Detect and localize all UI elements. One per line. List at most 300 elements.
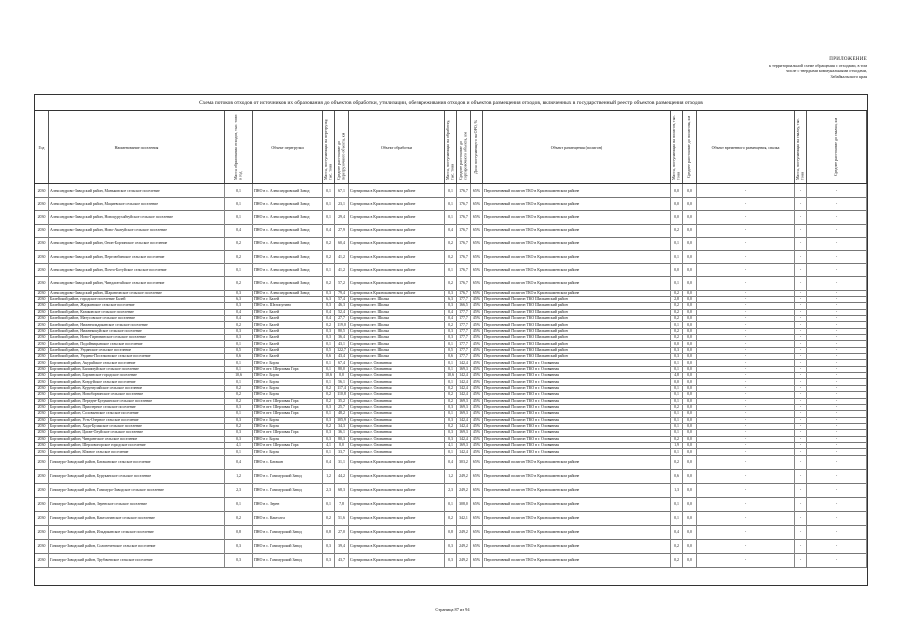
table-cell: 177,7: [457, 328, 471, 334]
table-cell: -: [795, 404, 807, 410]
table-cell: Балейский район, Жидкинское сельское поселение: [49, 302, 225, 308]
table-cell: -: [697, 423, 795, 429]
column-header: [807, 111, 867, 183]
table-cell: Перспективный полигон ТКО в Краснокаменском районе: [483, 224, 671, 237]
table-cell: 0,1: [671, 366, 683, 372]
table-cell: Сортировка г. Оловянная: [349, 423, 445, 429]
table-cell: Перспективный Полигон ТКО в г. Оловянная: [483, 385, 671, 391]
table-cell: ПНО в г. Балей: [253, 347, 323, 353]
table-cell: Перспективный Полигон ТКО Шилкинский район: [483, 315, 671, 321]
table-cell: 0,1: [225, 410, 253, 416]
table-cell: 45%: [471, 385, 483, 391]
column-header-label: Доля поступающего на ОРО, %: [473, 120, 479, 174]
column-header-label: Объект размещения (полигон): [550, 144, 603, 150]
table-cell: -: [807, 237, 867, 250]
table-cell: 65%: [471, 469, 483, 483]
table-cell: Балейский район, Ново-Гирюнинское сельское поселение: [49, 334, 225, 340]
table-cell: 0,0: [683, 398, 697, 404]
table-cell: 45%: [471, 366, 483, 372]
table-cell: 0,4: [225, 455, 253, 469]
table-cell: 177,7: [457, 353, 471, 359]
table-cell: 52,4: [335, 309, 349, 315]
table-cell: 0,0: [683, 372, 697, 378]
table-cell: 0,0: [683, 410, 697, 416]
table-cell: 2030: [35, 237, 49, 250]
table-cell: 2030: [35, 347, 49, 353]
appendix-line: числе с твердыми коммунальными отходами,: [786, 68, 867, 74]
table-cell: Перспективный полигон ТКО в Краснокаменском районе: [483, 511, 671, 525]
table-cell: 45%: [471, 309, 483, 315]
table-cell: 0,0: [683, 385, 697, 391]
table-cell: 0,3: [445, 302, 457, 308]
table-cell: 177,7: [457, 296, 471, 302]
table-cell: 142,4: [457, 385, 471, 391]
table-cell: Сортировка пгт. Шилка: [349, 340, 445, 346]
table-cell: 0,3: [445, 553, 457, 567]
table-cell: Перспективный полигон ТКО в Краснокаменском районе: [483, 525, 671, 539]
table-cell: ПНО в с. Александровский Завод: [253, 224, 323, 237]
table-cell: 0,1: [445, 340, 457, 346]
table-cell: 1,2: [225, 469, 253, 483]
table-cell: 0,0: [671, 340, 683, 346]
table-cell: Сортировка пгт. Шилка: [349, 334, 445, 340]
table-cell: Борзинский район, Хада-Булакское сельское поселение: [49, 423, 225, 429]
table-cell: 0,2: [671, 404, 683, 410]
table-cell: 0,0: [335, 442, 349, 448]
table-cell: 169,3: [457, 442, 471, 448]
table-cell: 0,3: [323, 334, 335, 340]
table-cell: -: [697, 429, 795, 435]
table-cell: 0,3: [225, 436, 253, 442]
table-cell: Александрово-Заводский район, Перелюбинское сельское поселение: [49, 250, 225, 263]
table-cell: -: [795, 553, 807, 567]
table-cell: Борзинский район, Передне-Булукинское сельское поселение: [49, 398, 225, 404]
table-cell: 0,1: [445, 379, 457, 385]
table-cell: 0,3: [445, 436, 457, 442]
table-cell: Борзинский район, Курунзулайское сельское поселение: [49, 385, 225, 391]
table-cell: 249,2: [457, 539, 471, 553]
table-cell: -: [697, 184, 795, 197]
table-cell: -: [795, 539, 807, 553]
table-cell: 2030: [35, 359, 49, 365]
table-cell: 45%: [471, 328, 483, 334]
table-cell: Сортировка г. Оловянная: [349, 436, 445, 442]
table-cell: 0,0: [671, 263, 683, 276]
table-cell: -: [795, 340, 807, 346]
table-cell: 0,1: [671, 391, 683, 397]
table-cell: 2030: [35, 197, 49, 210]
table-cell: 303,2: [457, 455, 471, 469]
table-cell: 0,1: [323, 210, 335, 223]
table-cell: 0,0: [683, 210, 697, 223]
table-cell: 110,8: [335, 391, 349, 397]
table-cell: -: [795, 302, 807, 308]
table-cell: Перспективный Полигон ТКО в г. Оловянная: [483, 379, 671, 385]
table-cell: 45%: [471, 302, 483, 308]
table-cell: 0,2: [323, 398, 335, 404]
column-header: [795, 111, 807, 183]
table-cell: 0,0: [683, 296, 697, 302]
table-cell: 119,0: [335, 321, 349, 327]
table-cell: 0,2: [671, 334, 683, 340]
table-cell: Газимуро-Заводский район, Солонеченское сельское поселение: [49, 539, 225, 553]
table-cell: -: [697, 224, 795, 237]
table-cell: 0,2: [225, 511, 253, 525]
table-cell: 10,6: [225, 372, 253, 378]
table-cell: 0,6: [225, 353, 253, 359]
table-cell: Перспективный полигон ТКО в Краснокаменском районе: [483, 469, 671, 483]
table-cell: -: [697, 417, 795, 423]
table-cell: ПНО в с. Газимурский Завод: [253, 553, 323, 567]
table-cell: 0,0: [683, 539, 697, 553]
table-cell: -: [795, 197, 807, 210]
table-cell: Перспективный Полигон ТКО в г. Оловянная: [483, 366, 671, 372]
table-cell: 0,0: [683, 442, 697, 448]
table-cell: 0,2: [445, 250, 457, 263]
table-cell: 2030: [35, 309, 49, 315]
table-cell: -: [807, 224, 867, 237]
table-cell: 10,6: [445, 372, 457, 378]
column-header: [445, 111, 457, 183]
table-cell: 23,1: [335, 197, 349, 210]
table-cell: 43,1: [335, 340, 349, 346]
table-cell: -: [807, 553, 867, 567]
table-cell: 142,4: [457, 372, 471, 378]
table-cell: 0,0: [683, 302, 697, 308]
table-cell: 0,2: [445, 237, 457, 250]
table-cell: 0,1: [323, 366, 335, 372]
table-cell: -: [697, 442, 795, 448]
table-row: [35, 455, 867, 470]
table-cell: 43,7: [335, 553, 349, 567]
table-cell: 169,3: [457, 404, 471, 410]
table-cell: -: [697, 410, 795, 416]
table-cell: -: [795, 429, 807, 435]
table-cell: 51,6: [335, 511, 349, 525]
column-header-label: Год: [38, 144, 45, 150]
table-cell: 68,3: [335, 483, 349, 497]
table-cell: 45%: [471, 417, 483, 423]
table-cell: 0,3: [445, 539, 457, 553]
table-cell: -: [697, 497, 795, 511]
table-cell: Александрово-Заводский район, Новоцурухайтуйское сельское поселение: [49, 210, 225, 223]
table-cell: Балейский район, Нижнекокуйское сельское поселение: [49, 328, 225, 334]
table-cell: -: [807, 372, 867, 378]
table-cell: ПНО в с. Газимурский Завод: [253, 469, 323, 483]
table-cell: 0,1: [225, 379, 253, 385]
table-cell: ПНО в г. Балей: [253, 309, 323, 315]
table-cell: 45%: [471, 404, 483, 410]
table-cell: Александрово-Заводский район, Онон-Борзинское сельское поселение: [49, 237, 225, 250]
table-cell: 2030: [35, 315, 49, 321]
table-cell: 0,1: [323, 197, 335, 210]
table-cell: 0,1: [671, 448, 683, 454]
table-body: [35, 184, 867, 585]
table-cell: -: [697, 334, 795, 340]
table-cell: 0,2: [225, 398, 253, 404]
table-cell: 0,1: [445, 448, 457, 454]
table-cell: 0,3: [445, 417, 457, 423]
table-cell: 0,0: [683, 315, 697, 321]
table-cell: -: [697, 469, 795, 483]
table-cell: 0,2: [445, 385, 457, 391]
table-cell: 57,2: [335, 276, 349, 289]
table-cell: 169,3: [457, 429, 471, 435]
table-cell: 2030: [35, 404, 49, 410]
column-header-label: Масса образования отходов, тыс. тонн в год: [232, 114, 243, 180]
table-row: [35, 197, 867, 211]
table-cell: Перспективный полигон ТКО в Краснокаменском районе: [483, 539, 671, 553]
table-cell: Борзинский район, Приозерное сельское поселение: [49, 404, 225, 410]
table-cell: 0,2: [323, 276, 335, 289]
table-cell: 0,2: [323, 423, 335, 429]
table-cell: 4,1: [225, 442, 253, 448]
table-row: [35, 469, 867, 484]
table-cell: Сортировка пгт. Шилка: [349, 309, 445, 315]
table-cell: 33,7: [335, 448, 349, 454]
table-cell: 142,4: [457, 423, 471, 429]
table-cell: 2030: [35, 328, 49, 334]
table-cell: Перспективный Полигон ТКО в г. Оловянная: [483, 398, 671, 404]
table-cell: -: [807, 448, 867, 454]
table-cell: 0,3: [323, 290, 335, 296]
table-cell: 0,3: [225, 429, 253, 435]
table-cell: 176,7: [457, 250, 471, 263]
table-cell: -: [697, 309, 795, 315]
table-cell: 0,0: [683, 469, 697, 483]
table-cell: 2030: [35, 442, 49, 448]
table-cell: 0,0: [683, 359, 697, 365]
table-cell: ПНО в г. Борзя: [253, 436, 323, 442]
table-cell: 1,3: [671, 483, 683, 497]
table-cell: -: [697, 372, 795, 378]
table-cell: -: [795, 385, 807, 391]
table-cell: -: [807, 511, 867, 525]
table-cell: 0,1: [671, 385, 683, 391]
table-cell: 65%: [471, 197, 483, 210]
table-cell: ПНО в с. Александровский Завод: [253, 237, 323, 250]
table-cell: Перспективный Полигон ТКО Шилкинский район: [483, 309, 671, 315]
table-cell: 0,4: [323, 224, 335, 237]
table-cell: -: [807, 290, 867, 296]
table-cell: 0,1: [445, 184, 457, 197]
table-cell: 0,2: [671, 302, 683, 308]
table-cell: -: [795, 250, 807, 263]
column-header: [697, 111, 795, 183]
table-cell: -: [795, 469, 807, 483]
table-cell: 142,4: [457, 379, 471, 385]
table-cell: 0,0: [683, 276, 697, 289]
table-cell: -: [795, 359, 807, 365]
table-cell: -: [807, 302, 867, 308]
table-cell: 142,4: [457, 359, 471, 365]
table-cell: 0,0: [683, 290, 697, 296]
table-cell: 0,3: [445, 328, 457, 334]
table-cell: 0,2: [671, 539, 683, 553]
table-cell: 10,6: [323, 372, 335, 378]
table-cell: 177,7: [457, 340, 471, 346]
table-cell: -: [795, 391, 807, 397]
table-cell: 2030: [35, 290, 49, 296]
table-cell: 0,0: [683, 423, 697, 429]
table-cell: Перспективный Полигон ТКО Шилкинский район: [483, 302, 671, 308]
table-cell: 6,3: [225, 296, 253, 302]
table-cell: Перспективный Полигон ТКО Шилкинский район: [483, 328, 671, 334]
table-cell: 43,4: [335, 353, 349, 359]
table-cell: 0,3: [225, 417, 253, 423]
table-cell: 2030: [35, 525, 49, 539]
table-cell: 45%: [471, 410, 483, 416]
table-cell: -: [697, 455, 795, 469]
table-cell: Перспективный Полигон ТКО в г. Оловянная: [483, 429, 671, 435]
table-cell: 2030: [35, 511, 49, 525]
table-cell: -: [795, 436, 807, 442]
table-cell: 45%: [471, 353, 483, 359]
column-header-label: Среднее расстояние до полигона, км: [686, 115, 692, 179]
table-cell: 0,1: [445, 210, 457, 223]
table-cell: -: [807, 250, 867, 263]
table-row: [35, 224, 867, 238]
table-cell: 80,3: [335, 436, 349, 442]
table-cell: 2030: [35, 385, 49, 391]
table-cell: -: [807, 210, 867, 223]
table-cell: -: [697, 483, 795, 497]
table-cell: Сортировка в Краснокаменском районе: [349, 184, 445, 197]
table-cell: -: [697, 315, 795, 321]
column-header: [349, 111, 445, 183]
table-cell: -: [807, 442, 867, 448]
table-cell: 67,1: [335, 184, 349, 197]
table-cell: 0,0: [671, 210, 683, 223]
table-cell: 2030: [35, 417, 49, 423]
table-cell: 117,4: [335, 385, 349, 391]
table-cell: Перспективный Полигон ТКО в г. Оловянная: [483, 359, 671, 365]
table-cell: ПНО в г. Борзя: [253, 391, 323, 397]
table-cell: 176,7: [457, 263, 471, 276]
table-cell: 0,2: [445, 276, 457, 289]
table-cell: 41,2: [335, 250, 349, 263]
table-cell: Сортировка в Краснокаменском районе: [349, 525, 445, 539]
table-cell: Сортировка в Краснокаменском районе: [349, 224, 445, 237]
table-cell: 176,7: [457, 184, 471, 197]
table-cell: 65%: [471, 237, 483, 250]
table-cell: 0,3: [225, 539, 253, 553]
table-cell: -: [807, 309, 867, 315]
table-cell: -: [807, 340, 867, 346]
table-cell: -: [807, 436, 867, 442]
table-cell: -: [697, 398, 795, 404]
table-cell: 35,2: [335, 398, 349, 404]
table-cell: ПНО в г. Балей: [253, 328, 323, 334]
table-cell: 0,3: [225, 290, 253, 296]
table-cell: 0,0: [683, 436, 697, 442]
table-row: [35, 539, 867, 554]
table-cell: 0,0: [683, 553, 697, 567]
column-header-label: Масса, поступающая на свалку, тыс. тонн: [795, 117, 805, 180]
table-cell: 45%: [471, 347, 483, 353]
table-cell: -: [807, 359, 867, 365]
table-cell: 1,9: [671, 442, 683, 448]
table-cell: Перспективный Полигон ТКО Шилкинский район: [483, 334, 671, 340]
table-cell: Александрово-Заводский район, Шаранговское сельское поселение: [49, 290, 225, 296]
table-cell: Перспективный полигон ТКО в Краснокаменском районе: [483, 276, 671, 289]
table-cell: 0,3: [323, 328, 335, 334]
table-cell: -: [807, 197, 867, 210]
table-cell: 0,0: [683, 237, 697, 250]
table-cell: 1,2: [323, 469, 335, 483]
table-cell: ПНО в г. Борзя: [253, 359, 323, 365]
table-cell: Перспективный полигон ТКО в Краснокаменском районе: [483, 197, 671, 210]
table-cell: 0,0: [683, 391, 697, 397]
table-cell: -: [795, 483, 807, 497]
table-cell: 0,4: [225, 315, 253, 321]
table-cell: 142,4: [457, 391, 471, 397]
table-cell: -: [807, 455, 867, 469]
table-cell: -: [795, 353, 807, 359]
table-cell: -: [795, 290, 807, 296]
table-cell: 27,7: [335, 315, 349, 321]
table-cell: Балейский район, Казаковское сельское поселение: [49, 309, 225, 315]
table-cell: -: [807, 321, 867, 327]
table-cell: 0,1: [445, 263, 457, 276]
table-cell: 45%: [471, 334, 483, 340]
table-cell: ПНО в г. Балей: [253, 340, 323, 346]
table-cell: 0,4: [671, 525, 683, 539]
table-cell: -: [807, 276, 867, 289]
table-cell: 57,4: [335, 296, 349, 302]
table-cell: 2030: [35, 296, 49, 302]
table-cell: Борзинский район, Борзинское городское поселение: [49, 372, 225, 378]
table-cell: -: [697, 359, 795, 365]
table-cell: Сортировка г. Оловянная: [349, 366, 445, 372]
table-cell: Сортировка пгт. Шилка: [349, 296, 445, 302]
table-cell: -: [795, 315, 807, 321]
table-cell: Сортировка в Краснокаменском районе: [349, 290, 445, 296]
table-row: [35, 553, 867, 568]
table-cell: ПНО в с. Александровский Завод: [253, 290, 323, 296]
table-cell: Сортировка в Краснокаменском районе: [349, 197, 445, 210]
column-header-label: Наименование поселения: [114, 144, 159, 150]
table-cell: 0,1: [225, 263, 253, 276]
table-cell: Перспективный Полигон ТКО Шилкинский район: [483, 347, 671, 353]
table-cell: 0,1: [671, 276, 683, 289]
table-cell: Перспективный полигон ТКО в Краснокаменском районе: [483, 455, 671, 469]
table-cell: Сортировка г. Оловянная: [349, 404, 445, 410]
table-cell: 0,2: [225, 276, 253, 289]
table-cell: Борзинский район, Цаган-Олуйское сельское поселение: [49, 429, 225, 435]
table-cell: Сортировка в Краснокаменском районе: [349, 250, 445, 263]
table-cell: -: [807, 334, 867, 340]
table-cell: Сортировка г. Оловянная: [349, 391, 445, 397]
column-header-label: Масса, поступающая на полигон, тыс. тонн: [671, 114, 681, 180]
table-cell: 0,3: [323, 404, 335, 410]
table-cell: 0,3: [671, 347, 683, 353]
table-cell: -: [697, 353, 795, 359]
table-cell: 0,1: [225, 197, 253, 210]
table-row: [35, 184, 867, 198]
table-cell: -: [795, 276, 807, 289]
column-header-label: Масса, поступающая на обработку, тыс. тонн: [445, 120, 455, 180]
table-cell: ПНО в г. Балей: [253, 296, 323, 302]
table-cell: 0,4: [323, 455, 335, 469]
table-cell: 45%: [471, 448, 483, 454]
table-cell: -: [795, 296, 807, 302]
table-cell: 0,2: [225, 250, 253, 263]
table-cell: 0,4: [225, 224, 253, 237]
table-cell: 0,2: [323, 391, 335, 397]
table-cell: 39,4: [335, 539, 349, 553]
table-cell: Сортировка в Краснокаменском районе: [349, 469, 445, 483]
